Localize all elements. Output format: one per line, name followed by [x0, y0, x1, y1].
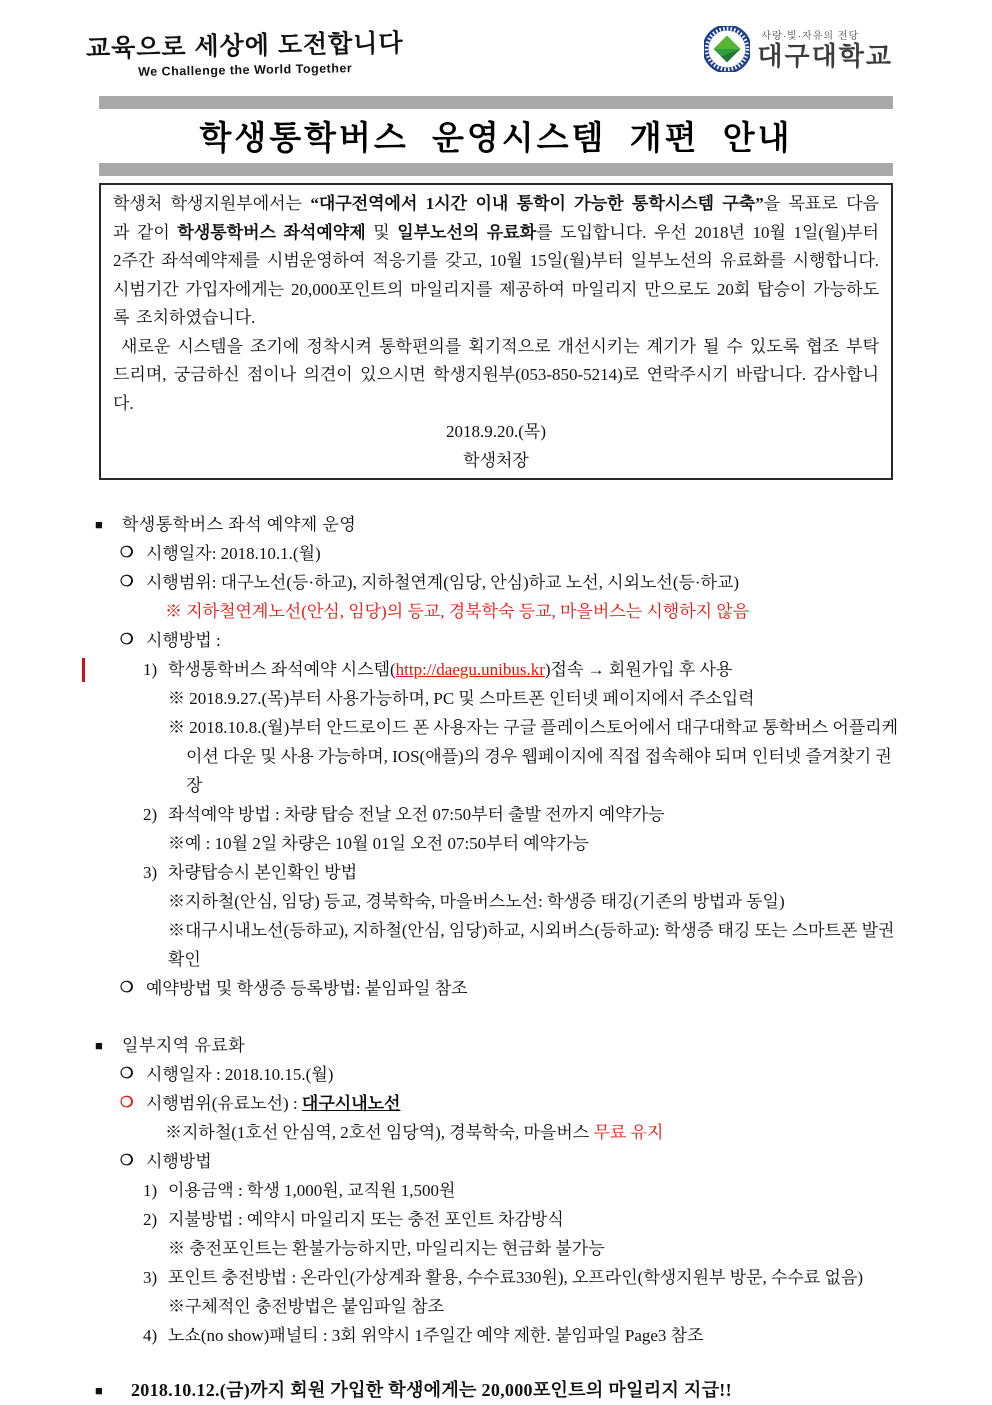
item-number: 2)	[143, 1210, 158, 1229]
university-motto: 사랑·빛·자유의 전당	[761, 31, 860, 43]
notice-paragraph-2: 새로운 시스템을 조기에 정착시켜 통학편의를 획기적으로 개선시키는 계기가 될 수 있도록 협조 부탁드리며, 궁금하신 점이나 의견이 있으시면 학생지원부(053-850-5214)로 연락주시기 바랍니다. 감사합니다.	[113, 336, 879, 413]
title-banner	[99, 96, 893, 176]
sec2-scope-label: 시행범위(유료노선) :	[146, 1094, 302, 1113]
sec1-method1-note2: ※ 2018.10.8.(월)부터 안드로이드 폰 사용자는 구글 플레이스토어에서 대구대학교 통학버스 어플리케이션 다운 및 사용 가능하며, IOS(애플)의 경우 웹페이지에 직접 접속해야 되며 인터넷 즐겨찾기 권장	[168, 718, 899, 795]
sec2-method-label: 시행방법	[146, 1152, 212, 1171]
sec1-date-row	[0, 539, 902, 568]
item-number: 3)	[143, 1268, 158, 1287]
notice-paragraph-1	[113, 190, 879, 333]
sec2-method2-text: 지불방법 : 예약시 마일리지 또는 충전 포인트 차감방식	[168, 1210, 564, 1229]
notice-text-segment: 을 목표로 다음과 같이	[113, 194, 879, 242]
sec2-scope-note	[0, 1118, 902, 1147]
footer-highlight-row	[0, 1376, 902, 1405]
circle-bullet-icon: ❍	[120, 632, 134, 648]
sec1-method3-text: 차량탑승시 본인확인 방법	[168, 863, 358, 882]
footer-highlight-text: 2018.10.12.(금)까지 회원 가입한 학생에게는 20,000포인트의 마일리지 지급!!	[131, 1380, 732, 1400]
slogan-english: We Challenge the World Together	[137, 61, 353, 79]
sec1-method1-text	[168, 655, 732, 684]
circle-bullet-icon: ❍	[120, 980, 134, 996]
square-bullet-icon: ■	[95, 517, 104, 532]
sec1-date-text: 시행일자: 2018.10.1.(월)	[146, 544, 321, 563]
sec2-date-row	[0, 1060, 902, 1089]
sec2-method1-row	[0, 1176, 902, 1205]
sec2-scope-text	[146, 1089, 400, 1118]
item-number: 4)	[143, 1326, 158, 1345]
university-name: 대구대학교	[757, 41, 893, 72]
section1-title-row	[0, 510, 902, 539]
sec1-method-row	[0, 626, 902, 655]
revision-bar	[82, 658, 85, 682]
reservation-system-link[interactable]: http://daegu.unibus.kr	[395, 660, 545, 679]
slogan-logo	[86, 23, 405, 80]
method1-pre: 학생통학버스 좌석예약 시스템(	[168, 660, 396, 679]
method1-post: )접속 → 회원가입 후 사용	[544, 660, 733, 679]
sec1-attach-text: 예약방법 및 학생증 등록방법: 붙임파일 참조	[146, 979, 468, 998]
sec2-method2-row	[0, 1205, 902, 1234]
notice-date: 2018.9.20.(목)	[446, 422, 546, 441]
notice-text-segment: 학생처 학생지원부에서는	[113, 194, 311, 213]
notice-bold-paid-routes: 일부노선의 유료화	[397, 222, 537, 242]
university-emblem-icon	[704, 26, 750, 72]
sec2-method-row	[0, 1147, 902, 1176]
sec2-method3-note: ※구체적인 충전방법은 붙임파일 참조	[168, 1297, 445, 1316]
item-number: 3)	[143, 863, 158, 882]
red-circle-bullet-icon: ❍	[120, 1095, 134, 1111]
notice-bold-goal: “대구전역에서 1시간 이내 통학이 가능한 통학시스템 구축”	[310, 194, 764, 213]
sec1-method3-row	[0, 858, 902, 887]
title-bar-top	[99, 96, 893, 109]
notice-text-segment: 를 도입합니다. 우선 2018년 10월 1일(월)부터 2주간 좌석예약제를 시범운영하여 적응기를 갖고, 10월 15일(월)부터 일부노선의 유료화를 시행합니다. 시범기간 가입자에게는 20,000포인트의 마일리지를 제공하여 마일리지 만으로도 20회 탑승이 가능하도록 조치하였습니다.	[113, 222, 879, 327]
page-title: 학생통학버스 운영시스템 개편 안내	[199, 121, 793, 157]
free-keep-highlight: 무료 유지	[593, 1123, 664, 1142]
university-text	[757, 27, 893, 71]
item-number: 1)	[143, 1181, 158, 1200]
sec1-method3-note1: ※지하철(안심, 임당) 등교, 경북학숙, 마을버스노선: 학생증 태깅(기존의 방법과 동일)	[168, 892, 785, 911]
sec2-method1-text: 이용금액 : 학생 1,000원, 교직원 1,500원	[168, 1181, 456, 1200]
sec1-scope-row	[0, 568, 902, 597]
university-logo	[704, 26, 893, 72]
slogan-korean: 교육으로 세상에 도전합니다	[85, 29, 404, 63]
sec1-method2-text: 좌석예약 방법 : 차량 탑승 전날 오전 07:50부터 출발 전까지 예약가능	[168, 805, 665, 824]
sec2-method2-note: ※ 충전포인트는 환불가능하지만, 마일리지는 현금화 불가능	[168, 1239, 605, 1258]
sec2-scope-row	[0, 1089, 902, 1118]
page-header	[0, 0, 992, 96]
sec2-method4-text: 노쇼(no show)패널티 : 3회 위약시 1주일간 예약 제한. 붙임파일 Page3 참조	[168, 1326, 704, 1345]
circle-bullet-icon: ❍	[120, 545, 134, 561]
circle-bullet-icon: ❍	[120, 1066, 134, 1082]
sec1-method2-note: ※예 : 10월 2일 차량은 10월 01일 오전 07:50부터 예약가능	[168, 834, 589, 853]
sec1-scope-text: 시행범위: 대구노선(등·하교), 지하철연계(임당, 안심)하교 노선, 시외노선(등·하교)	[146, 573, 740, 592]
item-number: 1)	[143, 660, 158, 679]
circle-bullet-icon: ❍	[120, 574, 134, 590]
circle-bullet-icon: ❍	[120, 1153, 134, 1169]
notice-text-segment: 및	[365, 222, 398, 242]
sec2-scope-note-text: ※지하철(1호선 안심역, 2호선 임당역), 경북학숙, 마을버스	[165, 1123, 594, 1142]
sec1-scope-note: ※ 지하철연계노선(안심, 임당)의 등교, 경북학숙 등교, 마을버스는 시행하지 않음	[165, 602, 750, 621]
notice-box	[99, 183, 893, 480]
sec2-scope-value: 대구시내노선	[301, 1094, 401, 1113]
sec1-method3-note2: ※대구시내노선(등하교), 지하철(안심, 임당)하교, 시외버스(등하교): 학생증 태깅 또는 스마트폰 발권 확인	[168, 921, 895, 969]
sec1-method-label: 시행방법 :	[146, 631, 221, 650]
item-number: 2)	[143, 805, 158, 824]
section2-title: 일부지역 유료화	[122, 1036, 246, 1055]
notice-signer: 학생처장	[463, 450, 529, 470]
square-bullet-icon: ■	[95, 1038, 104, 1053]
title-bar-bottom	[99, 163, 893, 176]
sec2-date-text: 시행일자 : 2018.10.15.(월)	[146, 1065, 334, 1084]
section2-title-row	[0, 1031, 902, 1060]
sec1-attach-row	[0, 974, 902, 1003]
sec2-method3-row	[0, 1263, 902, 1292]
sec2-method3-text: 포인트 충전방법 : 온라인(가상계좌 활용, 수수료330원), 오프라인(학생지원부 방문, 수수료 없음)	[168, 1268, 864, 1287]
square-bullet-icon: ■	[95, 1383, 104, 1398]
sec2-method4-row	[0, 1321, 902, 1350]
notice-bold-reservation: 학생통학버스 좌석예약제	[177, 222, 366, 242]
sec1-method1-row	[0, 655, 902, 684]
section1-title: 학생통학버스 좌석 예약제 운영	[122, 515, 357, 534]
sec1-method2-row	[0, 800, 902, 829]
sec1-method1-note1: ※ 2018.9.27.(목)부터 사용가능하며, PC 및 스마트폰 인터넷 페이지에서 주소입력	[168, 689, 755, 708]
